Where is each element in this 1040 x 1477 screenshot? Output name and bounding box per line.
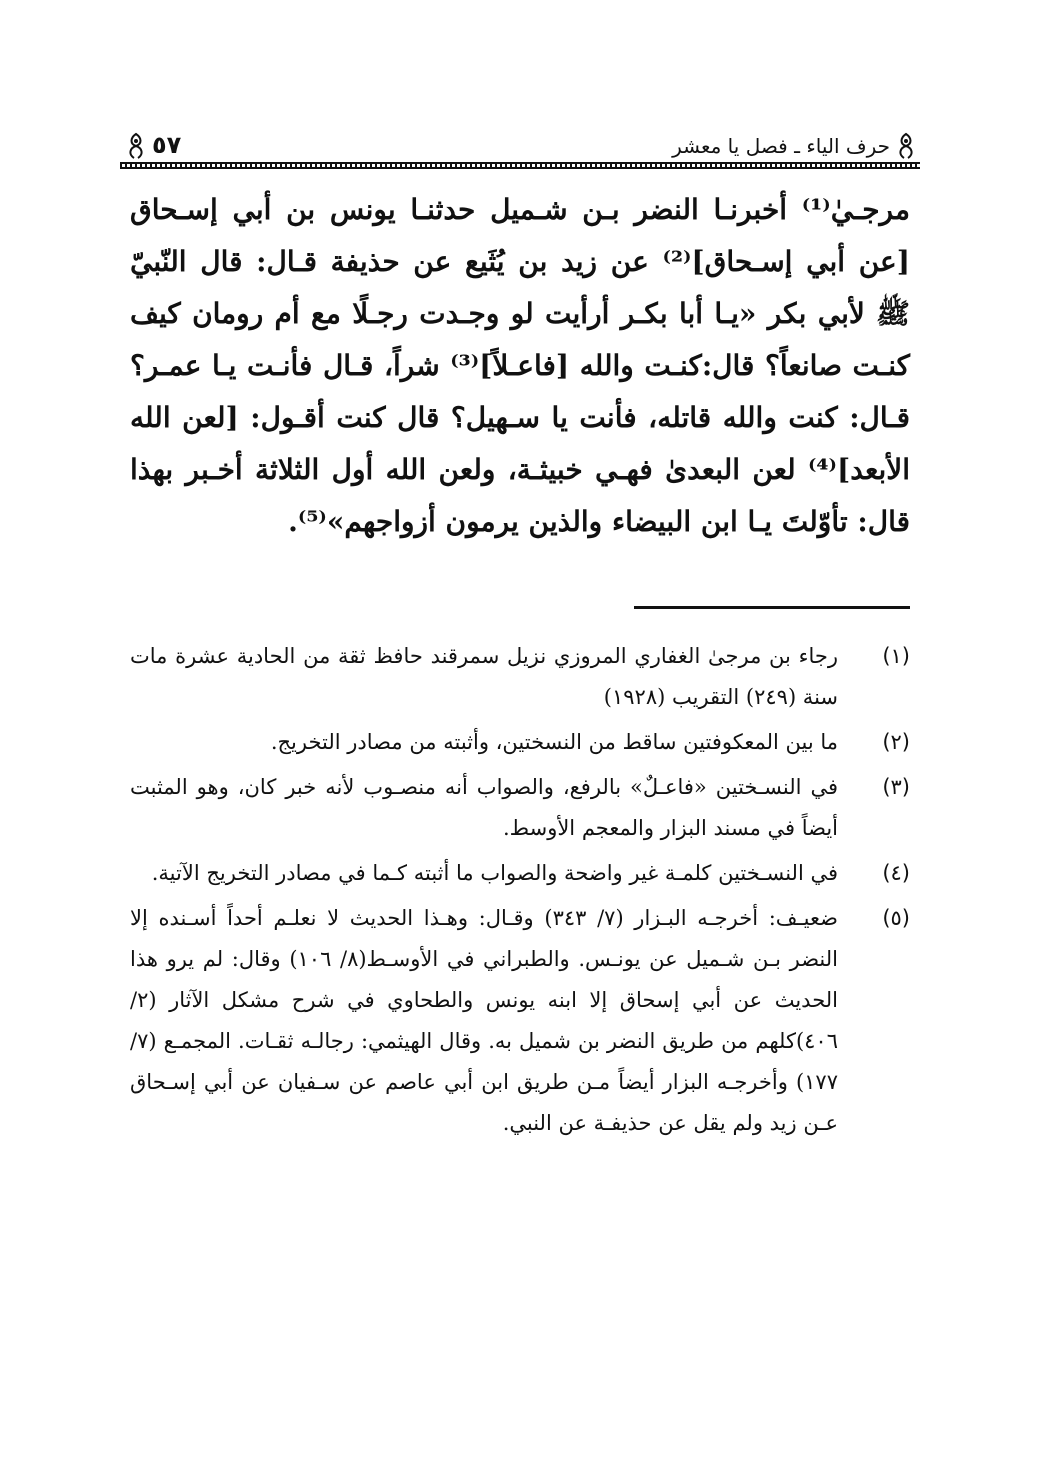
page-number: ٥٧ bbox=[152, 131, 182, 159]
footnote-5 bbox=[130, 898, 910, 1144]
footnote-marker: (٤) bbox=[882, 861, 910, 885]
footnote-3 bbox=[130, 767, 910, 849]
footnote-1 bbox=[130, 636, 910, 718]
footnote-marker: (٣) bbox=[882, 775, 910, 799]
footnote-marker: (٢) bbox=[882, 730, 910, 754]
hadith-text bbox=[130, 184, 910, 548]
footnote-text: ما بين المعكوفتين ساقط من النسختين، وأثبته من مصادر التخريج. bbox=[270, 730, 838, 754]
header-decorative-rule bbox=[120, 162, 920, 169]
footnote-marker: (١) bbox=[882, 644, 910, 668]
hadith-paragraph: مرجـيٰ⁽¹⁾ أخبرنـا النضر بـن شـميل حدثنـا يونس بن أبي إسـحاق [عن أبي إسـحاق]⁽²⁾ عن زيد بن يُثَيع عن حذيفة قـال: قال النّبيّ ﷺ لأبي بكر «يـا أبا بكـر أرأيت لو وجـدت رجـلًا مع أم رومان كيف كنـت صانعاً؟ قال:كنـت والله [فاعـلاً]⁽³⁾ شراً، قـال فأنـت يـا عمـر؟ قـال: كنت والله قاتله، فأنت يا سـهيل؟ قال كنت أقـول: [لعن الله الأبعد]⁽⁴⁾ لعن البعدىٰ فهـي خبيثـة، ولعن الله أول الثلاثة أخـبر بهذا قال: تأوّلتَ يـا ابن البيضاء والذين يرمون أزواجهم»⁽⁵⁾. bbox=[130, 193, 910, 538]
floral-ornament-icon bbox=[894, 132, 918, 160]
footnotes-section bbox=[130, 636, 910, 1148]
footnote-text: في النسـختين «فاعـلٌ» بالرفع، والصواب أنه منصـوب لأنه خبر كان، وهو المثبت أيضاً في مسند البزار والمعجم الأوسط. bbox=[130, 775, 838, 840]
footnote-2 bbox=[130, 722, 910, 763]
footnote-text: في النسـختين كلمـة غير واضحة والصواب ما أثبته كـما في مصادر التخريج الآتية. bbox=[151, 861, 838, 885]
footnote-marker: (٥) bbox=[882, 906, 910, 930]
page-header bbox=[120, 128, 920, 172]
footnote-4 bbox=[130, 853, 910, 894]
running-header-title: حرف الياء ـ فصل يا معشر bbox=[672, 134, 890, 158]
footnote-text: رجاء بن مرجىٰ الغفاري المروزي نزيل سمرقند حافظ ثقة من الحادية عشرة مات سنة (٢٤٩) التقريب (١٩٢٨) bbox=[130, 644, 838, 709]
footnote-text: ضعيـف: أخرجـه البـزار (٧/ ٣٤٣) وقـال: وهـذا الحديث لا نعلـم أحداً أسـنده إلا النضر بـن شـميل عن يونـس. والطبراني في الأوسـط(٨/ ١٠٦) وقال: لم يرو هذا الحديث عن أبي إسحاق إلا ابنه يونس والطحاوي في شرح مشكل الآثار (٢/ ٤٠٦)كلهم من طريق النضر بن شميل به. وقال الهيثمي: رجالـه ثقـات. المجمـع (٧/ ١٧٧) وأخرجـه البزار أيضاً مـن طريق ابن أبي عاصم عن سـفيان عن أبي إسـحاق عـن زيد ولم يقل عن حذيفـة عن النبي. bbox=[130, 906, 838, 1135]
footnote-separator bbox=[634, 606, 910, 609]
floral-ornament-icon bbox=[124, 132, 148, 160]
